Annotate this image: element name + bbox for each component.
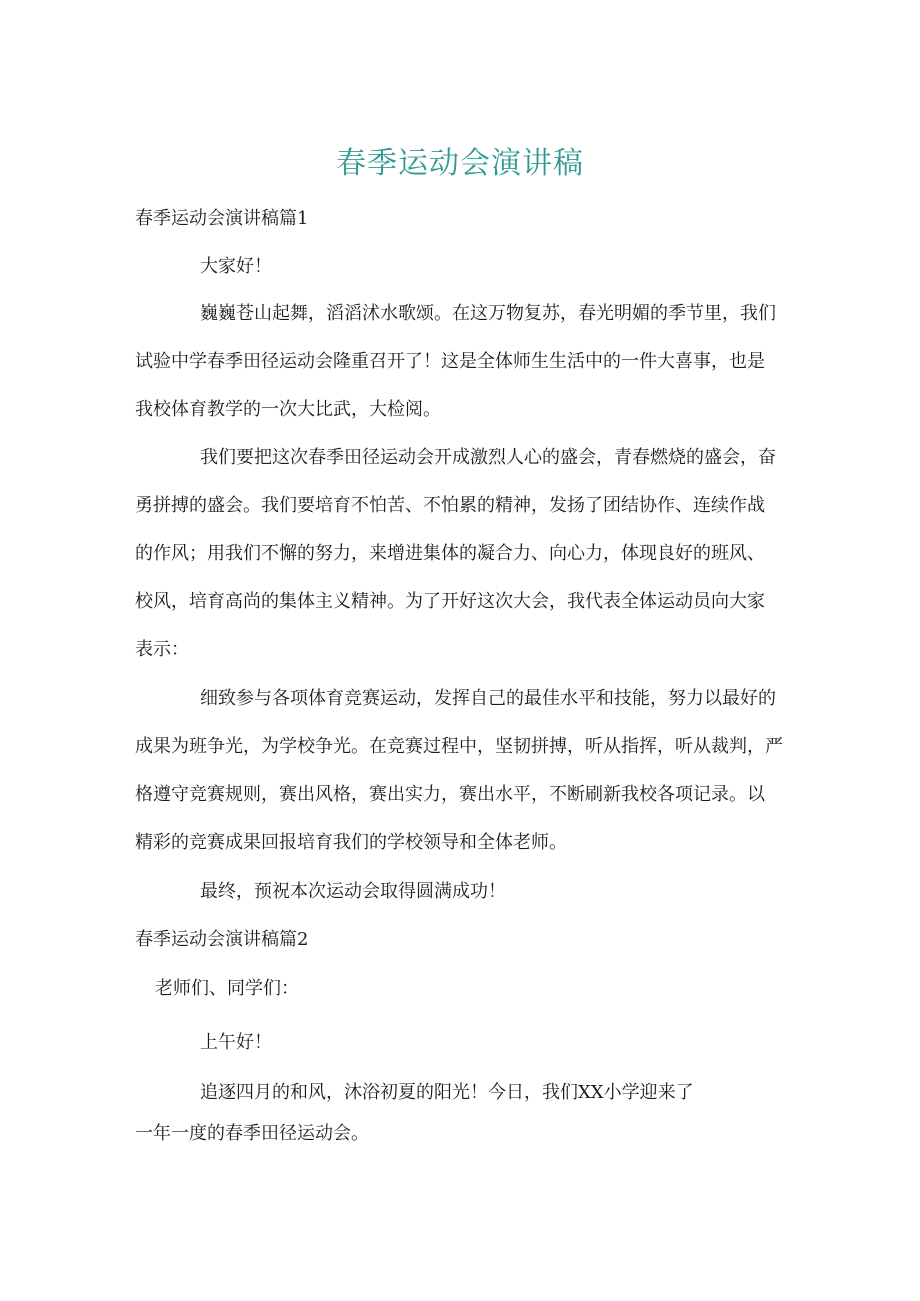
paragraph-line: 巍巍苍山起舞，滔滔沭水歌颂。在这万物复苏，春光明媚的季节里，我们 — [200, 303, 776, 324]
section-heading-2: 春季运动会演讲稿篇2 — [135, 929, 309, 950]
paragraph-line: 勇拼搏的盛会。我们要培育不怕苦、不怕累的精神，发扬了团结协作、连续作战 — [135, 495, 765, 516]
paragraph-line: 一年一度的春季田径运动会。 — [135, 1123, 369, 1144]
section-heading-1: 春季运动会演讲稿篇1 — [135, 208, 309, 229]
paragraph-line: 成果为班争光，为学校争光。在竞赛过程中，坚韧拼搏，听从指挥，听从裁判，严 — [135, 736, 783, 757]
paragraph-line: 格遵守竞赛规则，赛出风格，赛出实力，赛出水平，不断刷新我校各项记录。以 — [135, 784, 765, 805]
paragraph-line: 我校体育教学的一次大比武，大检阅。 — [135, 399, 441, 420]
paragraph-line: 表示： — [135, 639, 189, 660]
greeting: 大家好！ — [200, 256, 272, 277]
paragraph-line: 细致参与各项体育竞赛运动，发挥自己的最佳水平和技能，努力以最好的 — [200, 688, 776, 709]
paragraph-line: 追逐四月的和风，沐浴初夏的阳光！今日，我们XX小学迎来了 — [200, 1082, 694, 1103]
paragraph-line: 精彩的竞赛成果回报培育我们的学校领导和全体老师。 — [135, 832, 567, 853]
document-title: 春季运动会演讲稿 — [336, 146, 584, 181]
paragraph-line: 最终，预祝本次运动会取得圆满成功！ — [200, 881, 506, 902]
salutation: 老师们、同学们： — [155, 978, 299, 999]
paragraph-line: 校风，培育高尚的集体主义精神。为了开好这次大会，我代表全体运动员向大家 — [135, 591, 765, 612]
paragraph-line: 的作风；用我们不懈的努力，来增进集体的凝合力、向心力，体现良好的班风、 — [135, 543, 765, 564]
paragraph-line: 试验中学春季田径运动会隆重召开了！这是全体师生生活中的一件大喜事，也是 — [135, 351, 765, 372]
greeting: 上午好！ — [200, 1032, 272, 1053]
paragraph-line: 我们要把这次春季田径运动会开成激烈人心的盛会，青春燃烧的盛会，奋 — [200, 447, 776, 468]
